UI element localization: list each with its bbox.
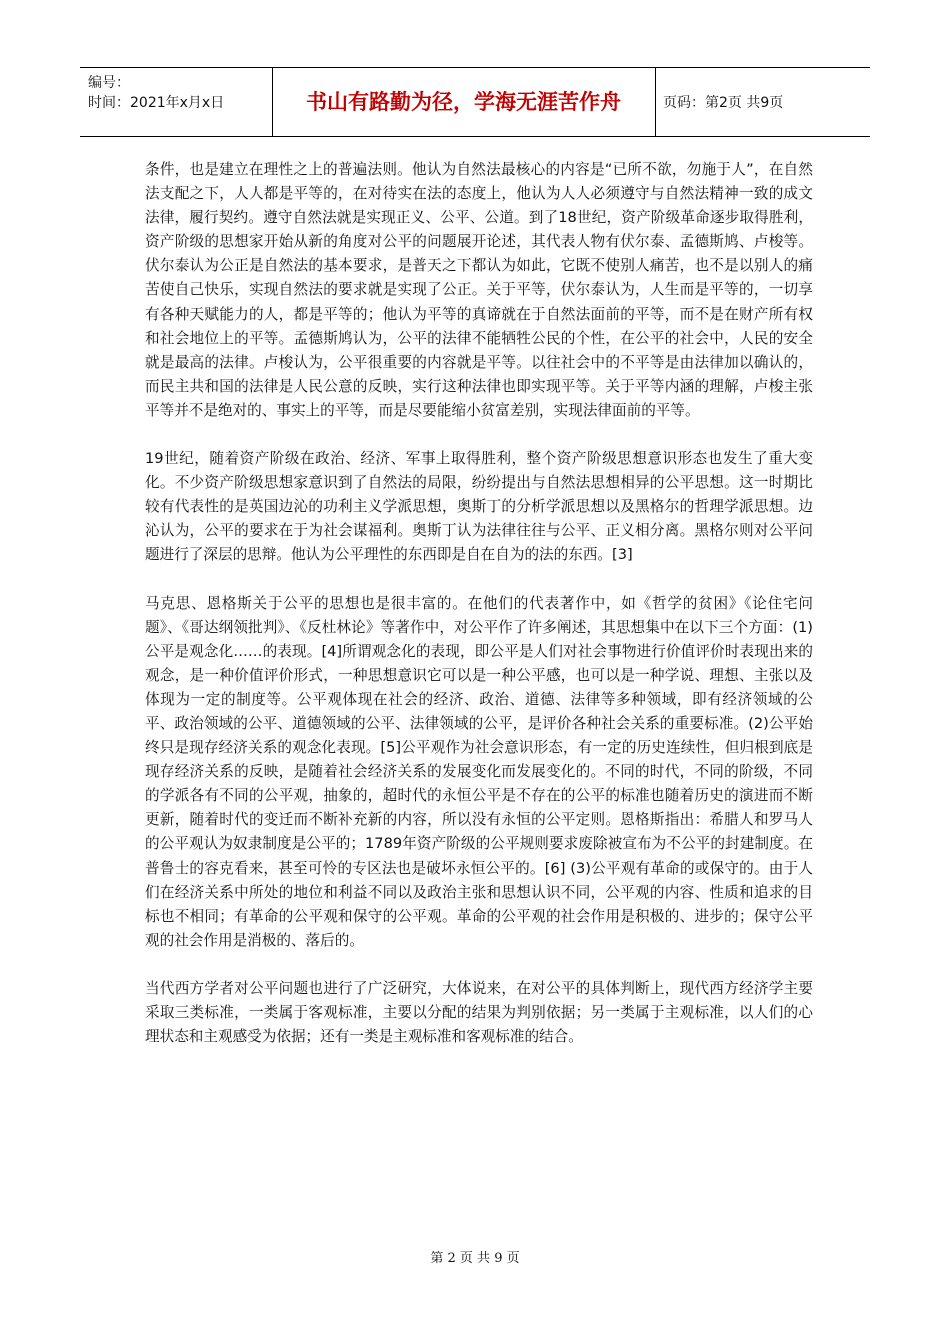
paragraph-marx-engels: 马克思、恩格斯关于公平的思想也是很丰富的。在他们的代表著作中，如《哲学的贫困》《论住宅问题》、《哥达纲领批判》、《反杜林论》等著作中，对公平作了许多阐述，其思想集中在以下三个方面：(1)公平是观念化……的表现。[4]所谓观念化的表现，即公平是人们对社会事物进行价值评价时表现出来的观念，是一种价值评价形式，一种思想意识它可以是一种公平感，也可以是一种学说、理想、主张以及体现为一定的制度等。公平观体现在社会的经济、政治、道德、法律等多种领域，即有经济领域的公平、政治领域的公平、道德领域的公平、法律领域的公平，是评价各种社会关系的重要标准。(2)公平始终只是现存经济关系的观念化表现。[5]公平观作为社会意识形态，有一定的历史连续性，但归根到底是现存经济关系的反映，是随着社会经济关系的发展变化而发展变化的。不同的时代，不同的阶级，不同的学派各有不同的公平观，抽象的，超时代的永恒公平是不存在的公平的标准也随着历史的演进而不断更新，随着时代的变迁而不断补充新的内容，所以没有永恒的公平定则。恩格斯指出：希腊人和罗马人的公平观认为奴隶制度是公平的；1789年资产阶级的公平规则要求废除被宣布为不公平的封建制度。在普鲁士的容克看来，甚至可怜的专区法也是破坏永恒公平的。[6] (3)公平观有革命的或保守的。由于人们在经济关系中所处的地位和利益不同以及政治主张和思想认识不同，公平观的内容、性质和追求的目标也不相同；有革命的公平观和保守的公平观。革命的公平观的社会作用是积极的、进步的；保守公平观的社会作用是消极的、落后的。 (145, 594, 813, 949)
document-date-label: 时间：2021年x月x日 (88, 95, 225, 111)
page-header (80, 67, 870, 137)
paragraph-contemporary-west: 当代西方学者对公平问题也进行了广泛研究，大体说来，在对公平的具体判断上，现代西方经济学主要采取三类标准，一类属于客观标准，主要以分配的结果为判别依据；另一类属于主观标准，以人们的心理状态和主观感受为依据；还有一类是主观标准和客观标准的结合。 (145, 979, 813, 1046)
header-motto: 书山有路勤为径，学海无涯苦作舟 (306, 90, 621, 114)
document-number-label: 编号： (88, 75, 130, 91)
document-body (145, 158, 813, 1049)
header-divider-right (655, 68, 656, 136)
header-page-number: 页码：第2页 共9页 (663, 95, 784, 111)
paragraph-natural-law: 条件，也是建立在理性之上的普遍法则。他认为自然法最核心的内容是“已所不欲，勿施于人”，在自然法支配之下，人人都是平等的，在对待实在法的态度上，他认为人人必须遵守与自然法精神一致的成文法律，履行契约。遵守自然法就是实现正义、公平、公道。到了18世纪，资产阶级革命逐步取得胜利，资产阶级的思想家开始从新的角度对公平的问题展开论述，其代表人物有伏尔泰、孟德斯鸠、卢梭等。伏尔泰认为公正是自然法的基本要求，是普天之下都认为如此，它既不使别人痛苦，也不是以别人的痛苦使自己快乐，实现自然法的要求就是实现了公正。关于平等，伏尔泰认为，人生而是平等的，一切享有各种天赋能力的人，都是平等的；他认为平等的真谛就在于自然法面前的平等，而不是在财产所有权和社会地位上的平等。孟德斯鸠认为，公平的法律不能牺牲公民的个性，在公平的社会中，人民的安全就是最高的法律。卢梭认为，公平很重要的内容就是平等。以往社会中的不平等是由法律加以确认的，而民主共和国的法律是人民公意的反映，实行这种法律也即实现平等。关于平等内涵的理解，卢梭主张平等并不是绝对的、事实上的平等，而是尽要能缩小贫富差别，实现法律面前的平等。 (145, 161, 813, 419)
paragraph-19th-century: 19世纪，随着资产阶级在政治、经济、军事上取得胜利，整个资产阶级思想意识形态也发生了重大变化。不少资产阶级思想家意识到了自然法的局限，纷纷提出与自然法思想相异的公平思想。这一时期比较有代表性的是英国边沁的功利主义学派思想，奥斯丁的分析学派思想以及黑格尔的哲理学派思想。边沁认为，公平的要求在于为社会谋福利。奥斯丁认为法律往往与公平、正义相分离。黑格尔则对公平问题进行了深层的思辩。他认为公平理性的东西即是自在自为的法的东西。[3] (145, 450, 813, 564)
page-footer: 第 2 页 共 9 页 (430, 1251, 520, 1266)
header-meta (88, 73, 224, 113)
